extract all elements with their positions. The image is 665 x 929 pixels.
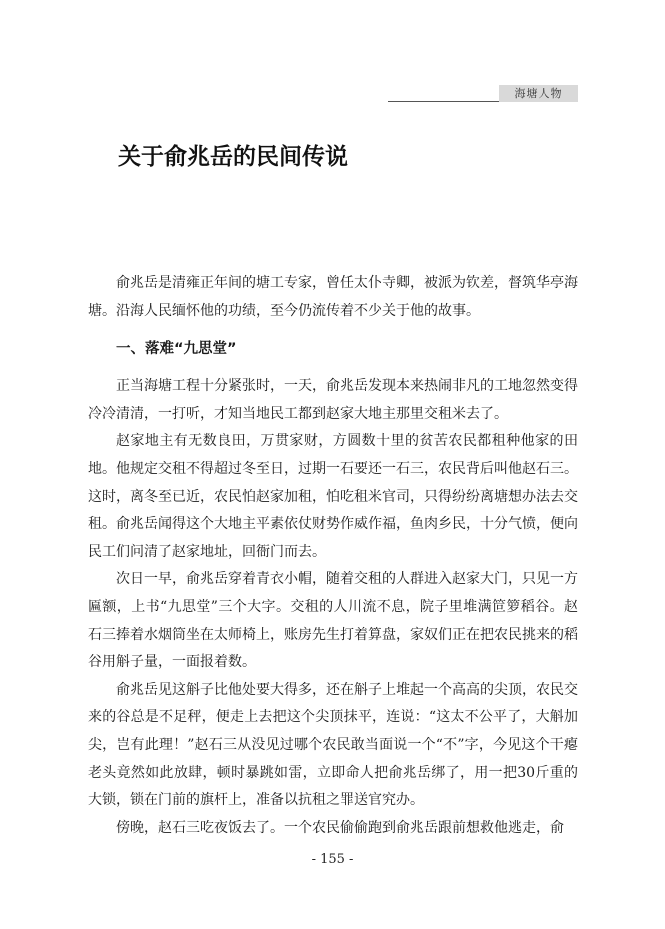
paragraph: 赵家地主有无数良田，万贯家财，方圆数十里的贫苦农民都租种他家的田地。他规定交租不得超过冬至日，过期一石要还一石三，农民背后叫他赵石三。这时，离冬至已近，农民怕赵家加租，怕吃租米官司，只得纷纷离塘想办法去交租。俞兆岳闻得这个大地主平素依仗财势作威作福，鱼肉乡民，十分气愤，便向民工们问清了赵家地址，回衙门而去。 (88, 433, 578, 560)
paragraph: 傍晚，赵石三吃夜饭去了。一个农民偷偷跑到俞兆岳跟前想救他逃走，俞 (116, 819, 564, 836)
paragraph: 正当海塘工程十分紧张时，一天，俞兆岳发现本来热闹非凡的工地忽然变得冷冷清清，一打听，才知当地民工都到赵家大地主那里交租米去了。 (88, 378, 578, 422)
paragraph: 次日一早，俞兆岳穿着青衣小帽，随着交租的人群进入赵家大门，只见一方匾额，上书“九思堂”三个大字。交租的人川流不息，院子里堆满笸箩稻谷。赵石三捧着水烟筒坐在太师椅上，账房先生打着算盘，家奴们正在把农民挑来的稻谷用斛子量，一面报着数。 (88, 571, 578, 671)
section-heading: 一、落难“九思堂” (116, 341, 237, 358)
running-header: 海塘人物 (499, 85, 578, 102)
article-title: 关于俞兆岳的民间传说 (118, 144, 348, 170)
article-body (88, 270, 578, 842)
paragraph: 俞兆岳见这斛子比他处要大得多，还在斛子上堆起一个高高的尖顶，农民交来的谷总是不足秤，便走上去把这个尖顶抹平，连说：“这太不公平了，大斛加尖，岂有此理！”赵石三从没见过哪个农民敢当面说一个“不”字，今见这个干瘪老头竟然如此放肆，顿时暴跳如雷，立即命人把俞兆岳绑了，用一把30斤重的大锁，锁在门前的旗杆上，准备以抗租之罪送官究办。 (88, 681, 578, 809)
page-number: - 155 - (311, 852, 354, 867)
intro-paragraph: 俞兆岳是清雍正年间的塘工专家，曾任太仆寺卿，被派为钦差，督筑华亭海塘。沿海人民缅怀他的功绩，至今仍流传着不少关于他的故事。 (88, 275, 578, 319)
